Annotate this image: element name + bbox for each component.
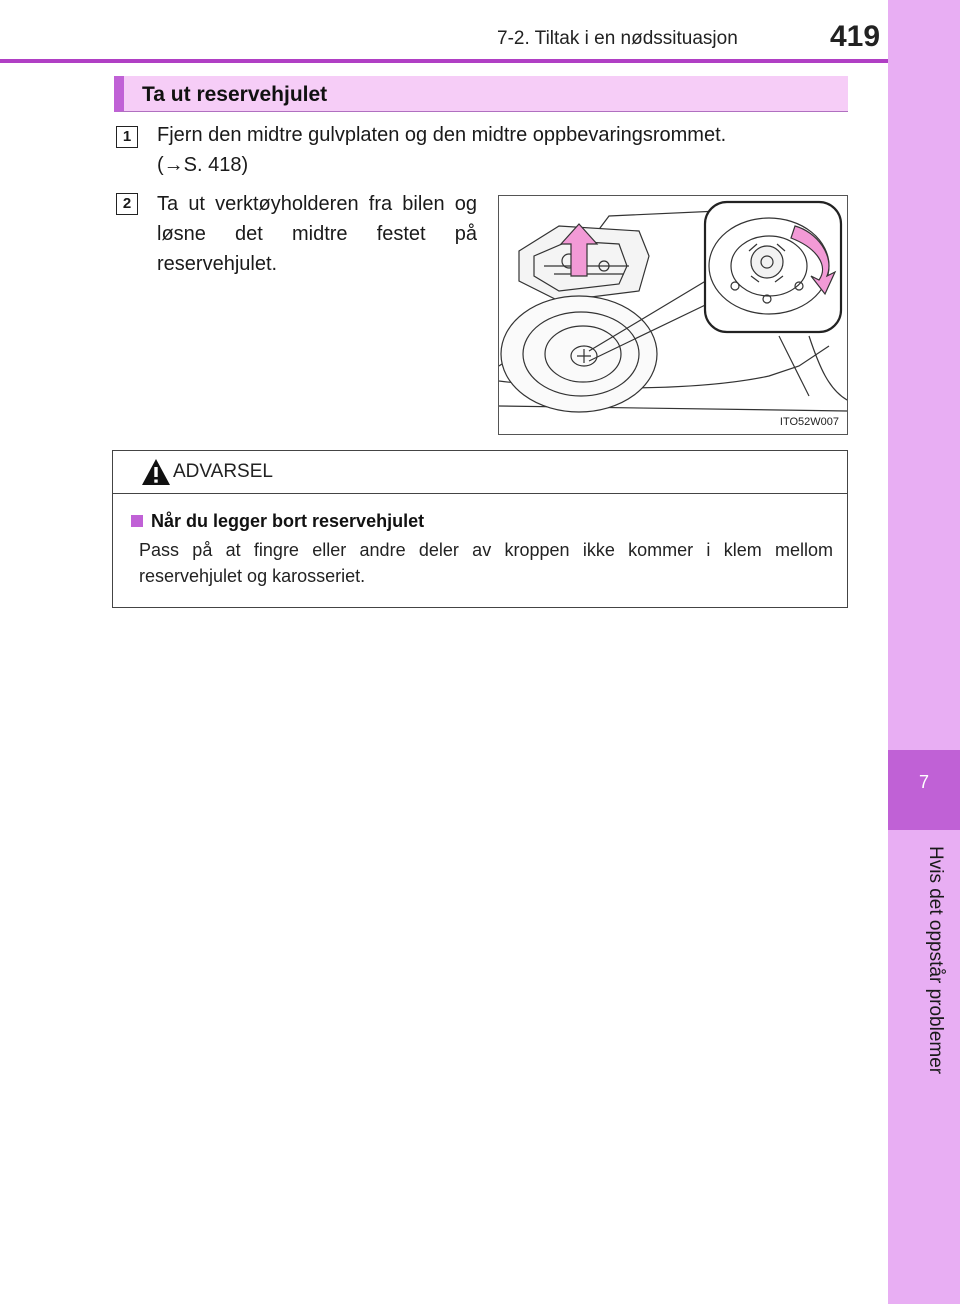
warning-header (113, 451, 847, 494)
step-number-2: 2 (116, 193, 138, 215)
step-text-2: Ta ut verktøyholderen fra bilen og løsne det midtre festet på reservehjulet. (157, 193, 477, 275)
warning-subheading-text: Når du legger bort reservehjulet (151, 511, 425, 531)
warning-subheading (131, 511, 424, 532)
section-heading (114, 76, 848, 112)
header-rule (0, 59, 888, 63)
warning-box (112, 450, 848, 608)
spare-tire-illustration (498, 195, 848, 435)
step-1-ref: S. 418 (183, 154, 242, 176)
arrow-right-icon: → (163, 154, 184, 176)
side-tab-chapter: 7 (918, 772, 929, 792)
step-number-1: 1 (116, 126, 138, 148)
trunk-spare-tire-drawing (499, 196, 848, 435)
step-1-text: Fjern den midtre gulvplaten og den midtre oppbevaringsrommet. (157, 124, 727, 146)
side-tab-title: Hvis det oppstår problemer (925, 846, 946, 1075)
step-text-1: Fjern den midtre gulvplaten og den midtre oppbevaringsrommet. (→S. 418) (157, 124, 727, 176)
warning-body: Pass på at fingre eller andre deler av kroppen ikke kommer i klem mellom reservehjulet og karosseriet. (139, 540, 833, 586)
section-title: 7-2. Tiltak i en nødssituasjon (497, 28, 738, 49)
square-bullet-icon (131, 515, 143, 527)
page-number: 419 (830, 20, 881, 53)
warning-triangle-icon (141, 457, 171, 487)
illustration-code: ITO52W007 (779, 416, 839, 428)
section-heading-text: Ta ut reservehjulet (142, 83, 328, 106)
warning-title: ADVARSEL (173, 461, 273, 482)
side-tab (888, 0, 960, 1304)
